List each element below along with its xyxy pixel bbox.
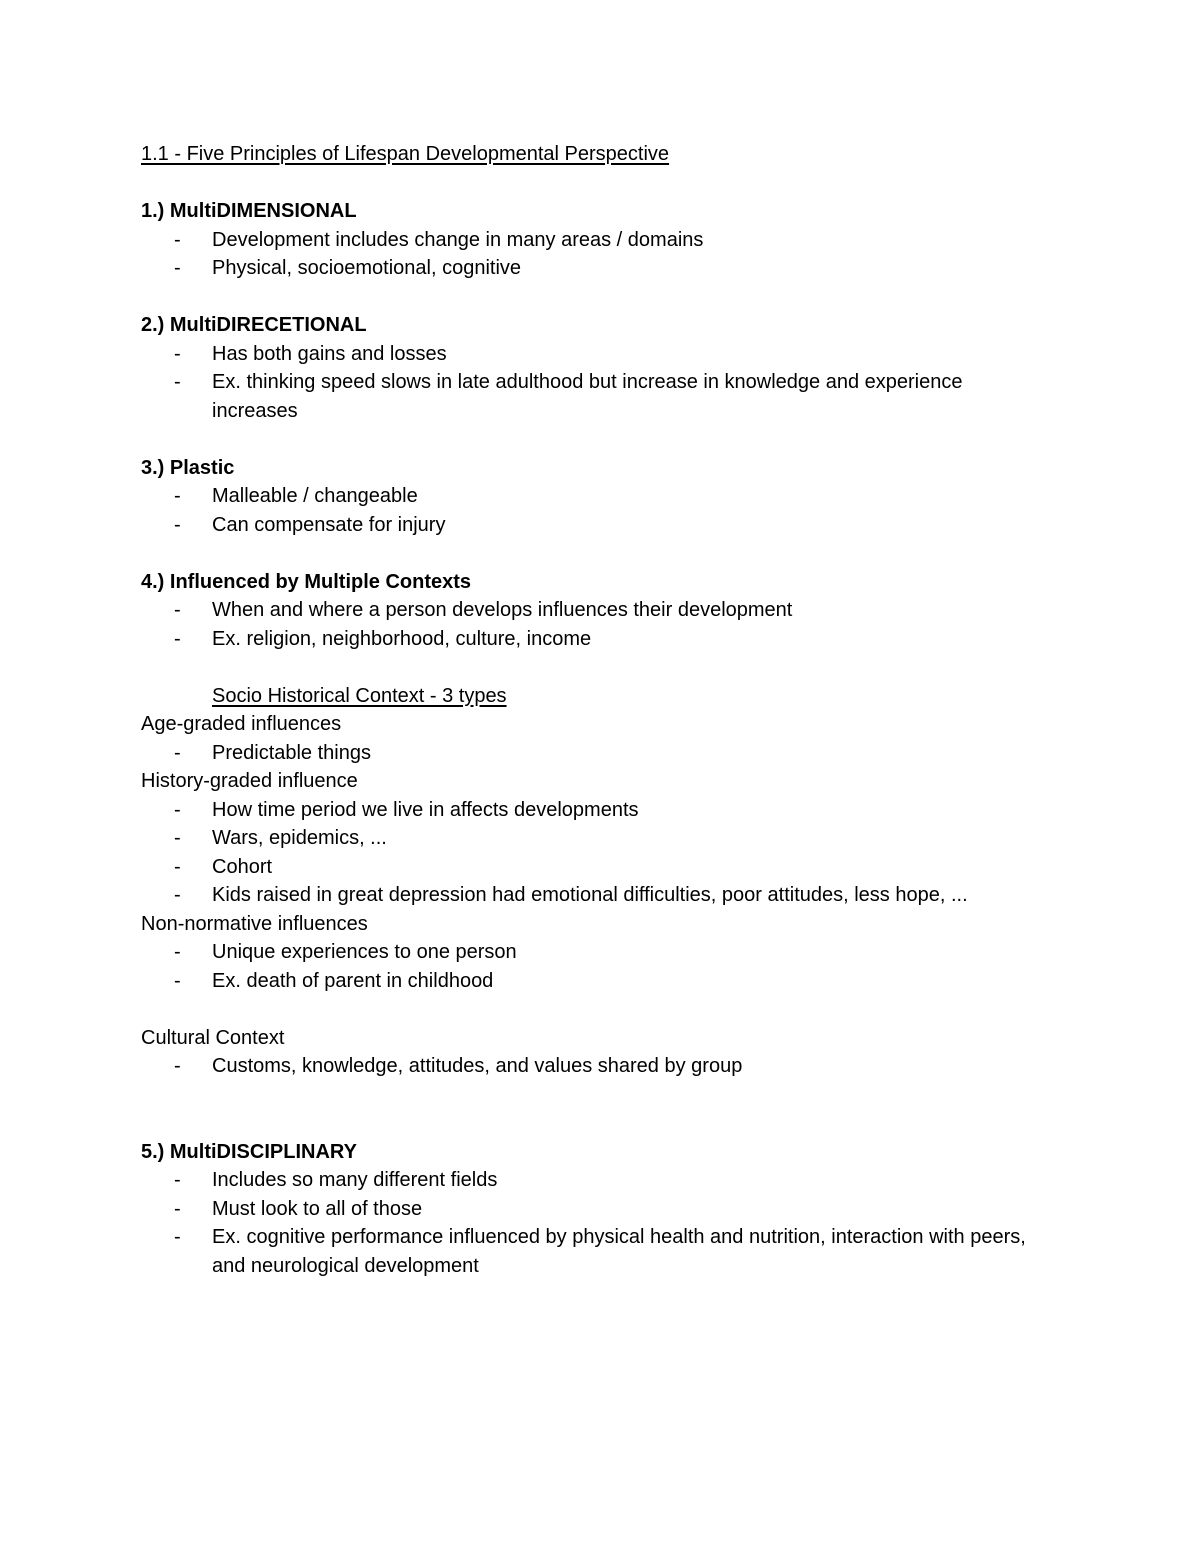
dash-marker: - (174, 884, 181, 906)
spacer (141, 425, 1041, 454)
list-item (141, 596, 1041, 625)
list-item (141, 739, 1041, 768)
dash-marker: - (174, 513, 181, 536)
dash-marker: - (174, 1055, 181, 1077)
section-heading-multiple-contexts: 4.) Influenced by Multiple Contexts (141, 570, 472, 593)
dash-marker: - (174, 257, 181, 279)
group-label-cultural-context: Cultural Context (141, 1026, 285, 1049)
list-item (141, 226, 1041, 255)
document-page (141, 140, 1041, 1280)
list-item (141, 1052, 1041, 1081)
dash-marker: - (174, 827, 181, 849)
list-item (141, 511, 1041, 540)
socio-historical-subtitle: Socio Historical Context - 3 types (212, 684, 507, 707)
bullet-list (141, 796, 1041, 910)
list-item-text: Wars, epidemics, ... (212, 827, 387, 849)
list-item-text: Has both gains and losses (212, 342, 447, 365)
list-item (141, 938, 1041, 967)
bullet-list (141, 1052, 1041, 1081)
list-item-text: Predictable things (212, 741, 371, 764)
dash-marker: - (174, 1226, 181, 1248)
dash-marker: - (174, 1197, 181, 1220)
spacer (141, 169, 1041, 198)
list-item-text: Unique experiences to one person (212, 941, 517, 963)
spacer (141, 1081, 1041, 1110)
list-item (141, 482, 1041, 511)
list-item (141, 881, 1041, 910)
dash-marker: - (174, 1169, 181, 1191)
list-item-text: When and where a person develops influences their development (212, 599, 793, 621)
dash-marker: - (174, 627, 181, 650)
dash-marker: - (174, 228, 181, 251)
section-heading-multidimensional: 1.) MultiDIMENSIONAL (141, 200, 357, 222)
bullet-list (141, 226, 1041, 283)
list-item (141, 340, 1041, 369)
list-item (141, 625, 1041, 654)
bullet-list (141, 1166, 1041, 1280)
list-item (141, 368, 1041, 425)
list-item-text: Ex. death of parent in childhood (212, 969, 494, 992)
list-item (141, 254, 1041, 283)
list-item (141, 1166, 1041, 1195)
document-title: 1.1 - Five Principles of Lifespan Developmental Perspective (141, 143, 670, 165)
bullet-list (141, 482, 1041, 539)
list-item-text: Kids raised in great depression had emotional difficulties, poor attitudes, less hope, ... (212, 884, 968, 906)
list-item-text: Customs, knowledge, attitudes, and values shared by group (212, 1055, 743, 1077)
spacer (141, 539, 1041, 568)
list-item (141, 1195, 1041, 1224)
group-label-history-graded: History-graded influence (141, 770, 358, 792)
dash-marker: - (174, 798, 181, 821)
list-item (141, 1223, 1041, 1280)
dash-marker: - (174, 969, 181, 992)
spacer (141, 653, 1041, 682)
dash-marker: - (174, 342, 181, 365)
dash-marker: - (174, 599, 181, 621)
list-item-text: How time period we live in affects developments (212, 798, 639, 821)
dash-marker: - (174, 741, 181, 764)
dash-marker: - (174, 485, 181, 507)
list-item-text: Physical, socioemotional, cognitive (212, 257, 522, 279)
group-label-age-graded: Age-graded influences (141, 713, 342, 735)
list-item-text: Ex. religion, neighborhood, culture, income (212, 627, 592, 650)
list-item (141, 824, 1041, 853)
list-item (141, 853, 1041, 882)
list-item (141, 967, 1041, 996)
list-item (141, 796, 1041, 825)
list-item-text: Development includes change in many areas / domains (212, 228, 704, 251)
dash-marker: - (174, 855, 181, 878)
bullet-list (141, 938, 1041, 995)
list-item-text: Ex. thinking speed slows in late adulthood but increase in knowledge and experience increases (212, 371, 963, 422)
list-item-text: Ex. cognitive performance influenced by physical health and nutrition, interaction with peers, and neurological development (212, 1226, 1026, 1277)
section-heading-multidisciplinary: 5.) MultiDISCIPLINARY (141, 1140, 357, 1163)
list-item-text: Can compensate for injury (212, 513, 446, 536)
list-item-text: Includes so many different fields (212, 1169, 498, 1191)
bullet-list (141, 340, 1041, 426)
list-item-text: Must look to all of those (212, 1197, 423, 1220)
dash-marker: - (174, 941, 181, 963)
spacer (141, 1109, 1041, 1138)
list-item-text: Malleable / changeable (212, 485, 418, 507)
section-heading-plastic: 3.) Plastic (141, 456, 235, 479)
dash-marker: - (174, 371, 181, 393)
spacer (141, 995, 1041, 1024)
spacer (141, 283, 1041, 312)
list-item-text: Cohort (212, 855, 273, 878)
bullet-list (141, 739, 1041, 768)
bullet-list (141, 596, 1041, 653)
section-heading-multidirectional: 2.) MultiDIRECETIONAL (141, 314, 367, 336)
group-label-non-normative: Non-normative influences (141, 912, 368, 935)
